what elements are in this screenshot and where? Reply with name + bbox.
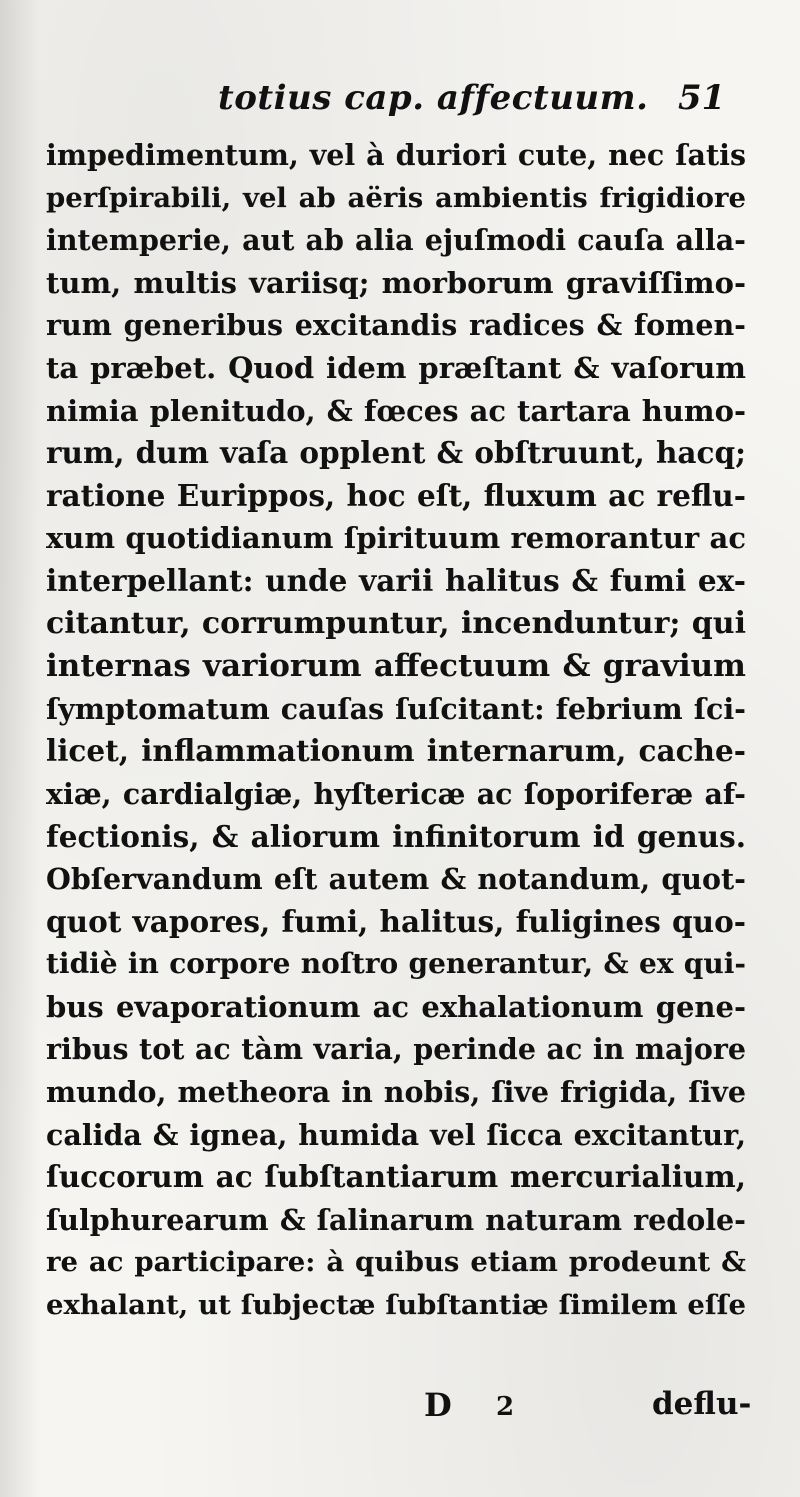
- text-line: rum, dum vaſa opplent & obſtruunt, hacq;: [46, 435, 746, 471]
- text-line: ſuccorum ac ſubſtantiarum mercurialium,: [46, 1159, 746, 1195]
- running-title: totius cap. affectuum.: [218, 78, 649, 118]
- text-line: quot vapores, fumi, halitus, fuligines quo-: [46, 903, 746, 939]
- text-line: exhalant, ut ſubjectæ ſubſtantiæ ſimilem eſſe: [46, 1289, 746, 1322]
- text-line: xiæ, cardialgiæ, hyſtericæ ac ſoporiferæ af-: [46, 776, 746, 811]
- text-line: rum generibus excitandis radices & fomen-: [46, 308, 746, 343]
- text-line: licet, inflammationum internarum, cache-: [46, 733, 746, 769]
- text-line: ratione Eurippos, hoc eſt, fluxum ac reflu-: [46, 477, 746, 513]
- text-line: calida & ignea, humida vel ſicca excitantur,: [46, 1117, 746, 1152]
- text-line: ſulphurearum & ſalinarum naturam redole-: [46, 1202, 746, 1237]
- text-line: fectionis, & aliorum infinitorum id genus.: [46, 818, 746, 854]
- body-text: [46, 134, 746, 1327]
- text-line: xum quotidianum ſpirituum remorantur ac: [46, 521, 746, 556]
- page-edge-shadow: [0, 0, 40, 1497]
- text-line: impedimentum, vel à duriori cute, nec ſatis: [46, 138, 746, 172]
- text-line: tidiè in corpore noſtro generantur, & ex qui-: [46, 947, 746, 981]
- text-line: internas variorum affectuum & gravium: [46, 648, 746, 685]
- text-line: interpellant: unde varii halitus & fumi ex-: [46, 562, 746, 598]
- text-line: Obſervandum eſt autem & notandum, quot-: [46, 862, 746, 897]
- text-line: tum, multis variisq; morborum graviſſimo-: [46, 265, 746, 300]
- catchword: deflu-: [652, 1386, 752, 1422]
- text-line: perſpirabili, vel ab aëris ambientis frigidiore: [46, 181, 746, 214]
- text-line: bus evaporationum ac exhalationum gene-: [46, 989, 746, 1024]
- text-line: mundo, metheora in nobis, ſive frigida, ſive: [46, 1075, 746, 1110]
- text-line: ſymptomatum cauſas ſuſcitant: febrium ſci-: [46, 691, 746, 726]
- signature-number: 2: [496, 1392, 515, 1422]
- text-line: citantur, corrumpuntur, incenduntur; qui: [46, 605, 746, 641]
- running-head: [0, 78, 800, 134]
- text-line: nimia plenitudo, & fœces ac tartara humo-: [46, 393, 746, 428]
- text-line: re ac participare: à quibus etiam prodeunt &: [46, 1246, 746, 1279]
- page-number: 51: [678, 78, 726, 118]
- page-footer: [0, 1386, 800, 1436]
- signature-mark: D: [424, 1386, 452, 1424]
- text-line: ta præbet. Quod idem præſtant & vaſorum: [46, 350, 746, 385]
- text-line: ribus tot ac tàm varia, perinde ac in majore: [46, 1032, 746, 1067]
- text-line: intemperie, aut ab alia ejuſmodi cauſa alla-: [46, 223, 746, 258]
